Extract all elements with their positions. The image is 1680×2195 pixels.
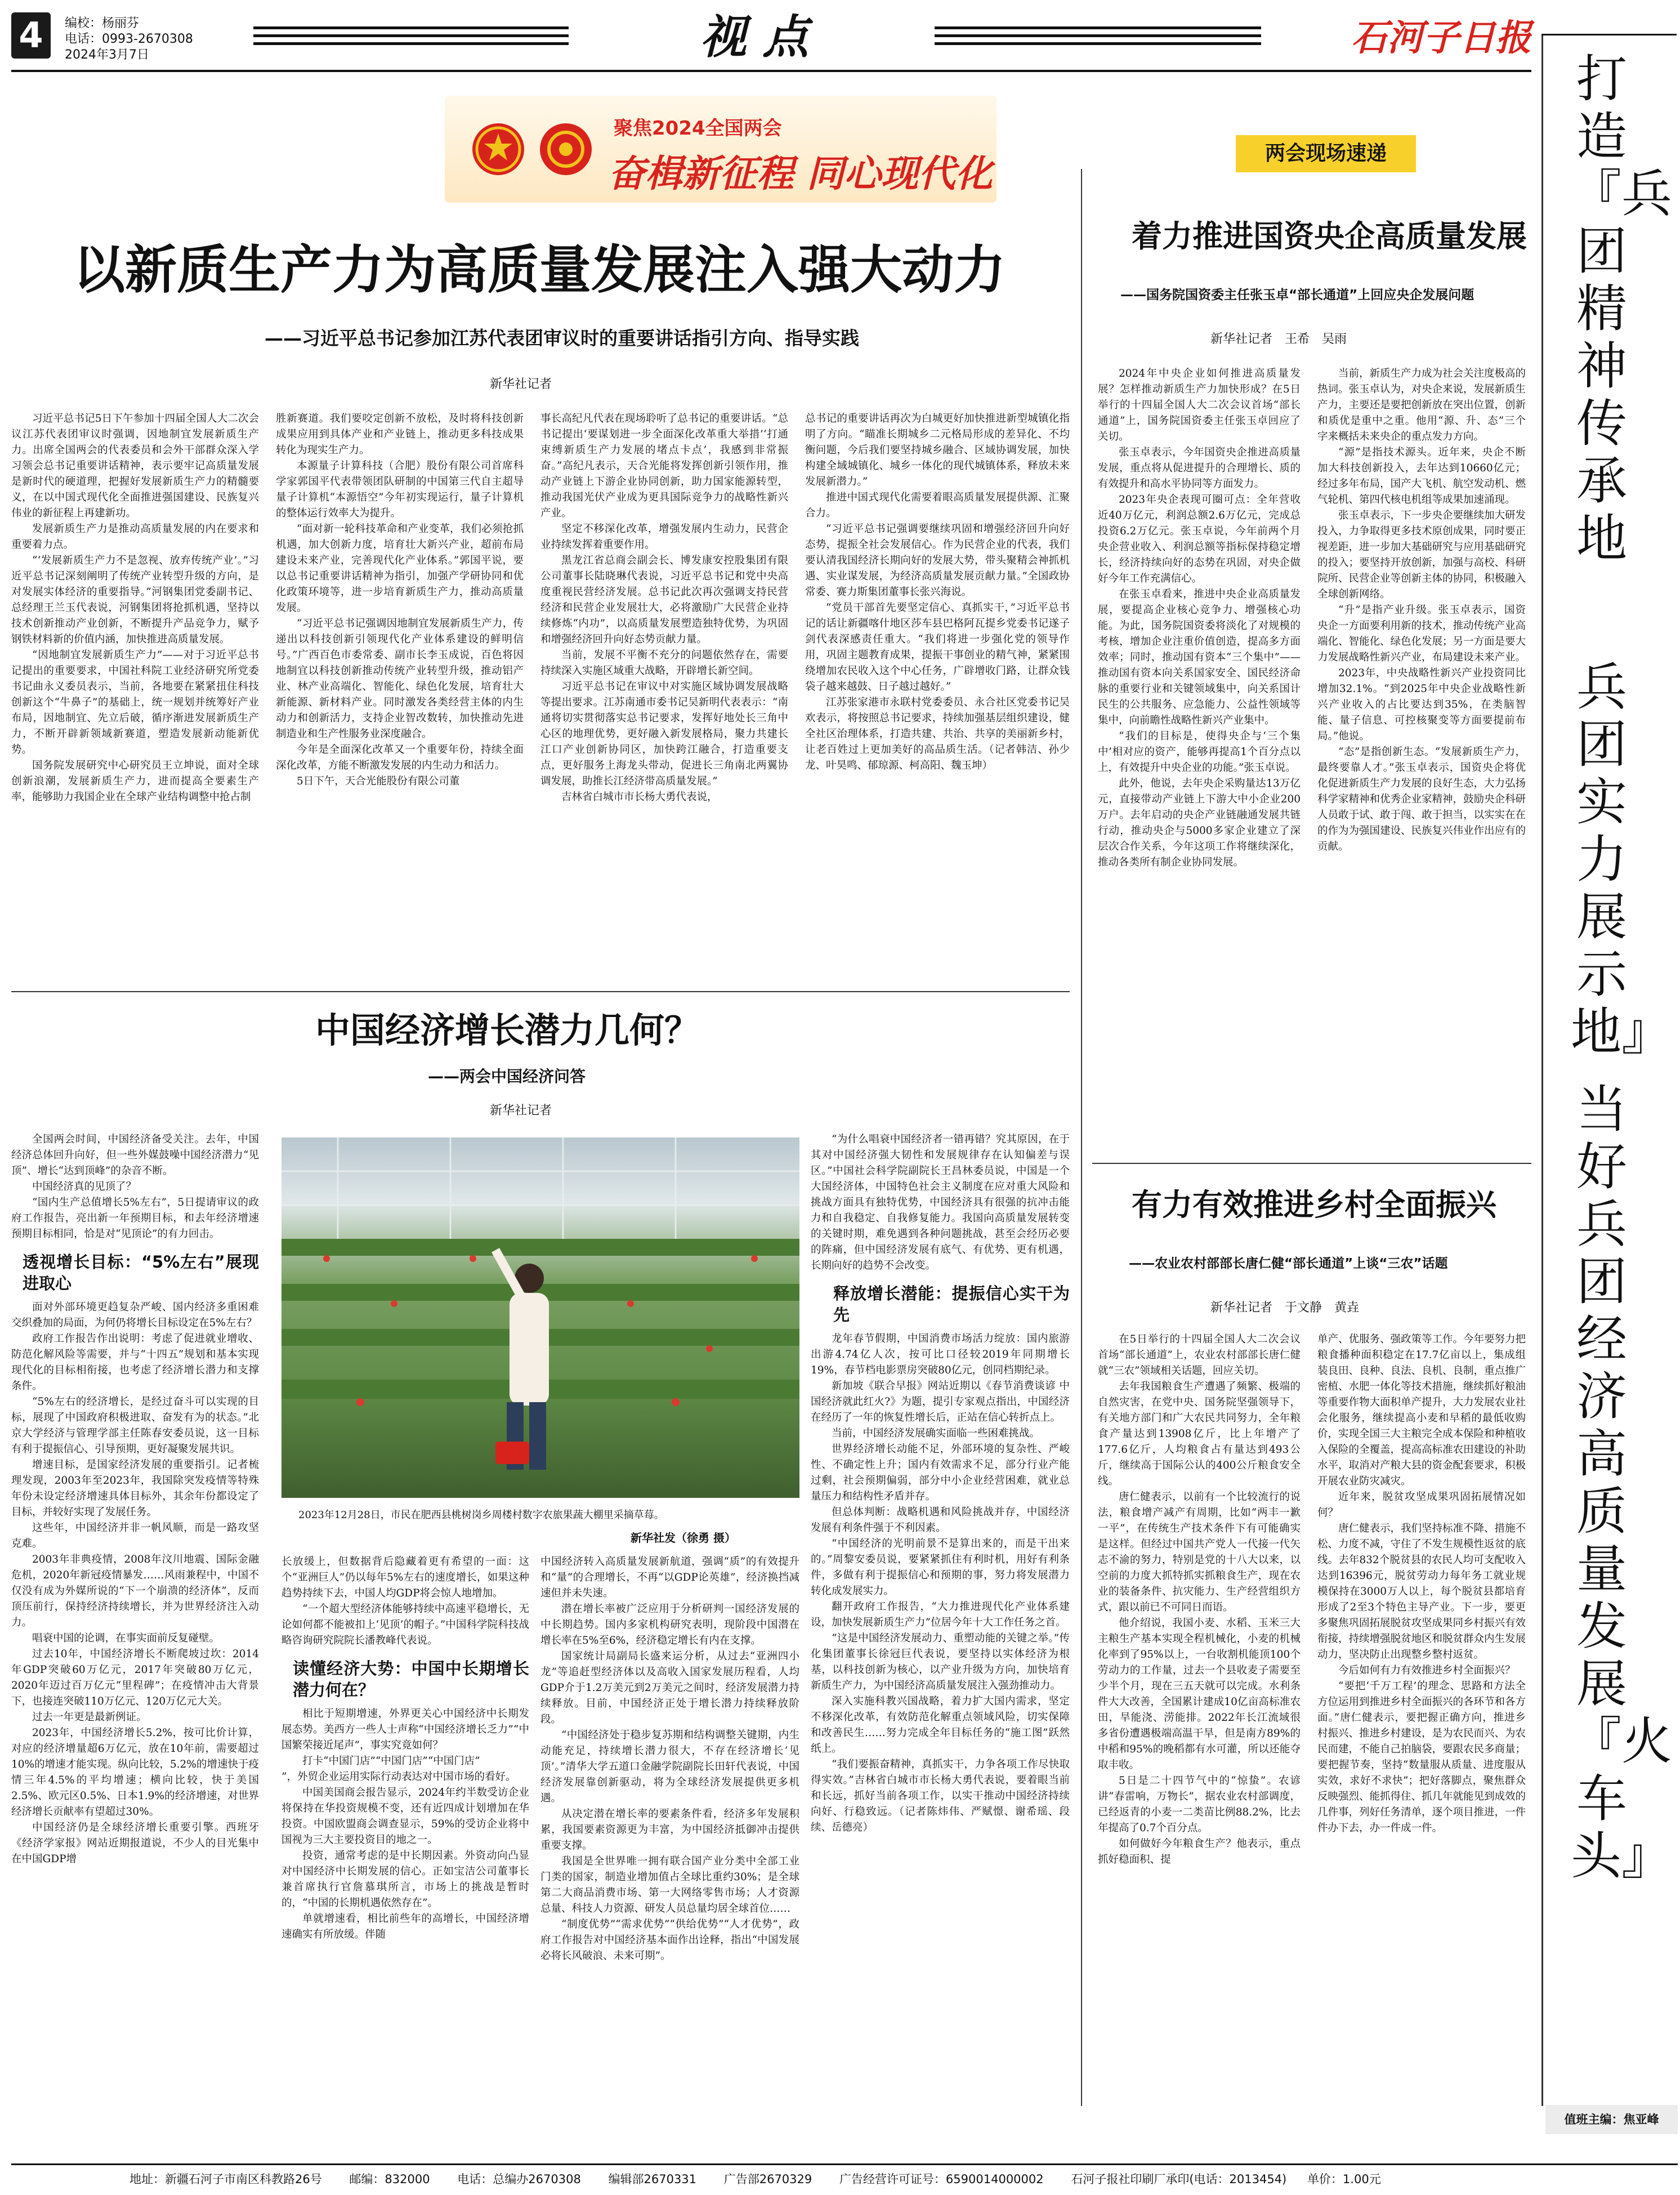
paragraph: “一个超大型经济体能够持续中高速平稳增长，无论如何都不能被扣上‘见顶’的帽子。”中国科学院科技战略咨询研究院院长潘教峰代表说。 (282, 1603, 529, 1647)
paragraph: 推进中国式现代化需要着眼高质量发展提供源、汇聚合力。 (805, 492, 1070, 519)
paragraph: 事长高纪凡代表在现场聆听了总书记的重要讲话。“总书记提出‘要谋划进一步全面深化改革重大举措’‘打通束缚新质生产力发展的堵点卡点’，我感到非常振奋。”高纪凡表示，天合光能将发挥创新引领作用，推动产业链上下游企业协同创新，助力国家能源转型，推动我国光伏产业成为更具国际竞争力的战略性新兴产业。 (540, 413, 788, 519)
footer (129, 2169, 1537, 2189)
paragraph: 过去一年更是最新例证。 (32, 1711, 147, 1723)
paragraph: 近年来，脱贫攻坚成果巩固拓展情况如何？ (1317, 1491, 1526, 1519)
article2-subhead-3: 释放增长潜能：提振信心实干为先 (833, 1284, 1070, 1324)
article1-bottom-rule (11, 991, 1070, 992)
paragraph: “制度优势”“需求优势”“供给优势”“人才优势”，政府工作报告对中国经济基本面作出诠释，指出“中国发展必将长风破浪、未来可期”。 (540, 1919, 799, 1962)
sidebar-rule-left (1542, 34, 1543, 2106)
paragraph: 中国美国商会报告显示，2024年约半数受访企业将保持在华投资规模不变，还有近四成计划增加在华投资。中国欧盟商会调查显示，59%的受访企业将中国视为三大主要投资目的地之一。 (282, 1787, 529, 1846)
paragraph: “为什么唱衰中国经济者一错再错？究其原因，在于其对中国经济强大韧性和发展规律存在认知偏差与误区。”中国社会科学院副院长王昌林委员说，中国是一个大国经济体，中国特色社会主义制度在应对重大风险和挑战方面具有独特优势，中国经济具有很强的抗冲击能力和自我稳定、自我修复能力。我国向高质量发展转变的关键时期，难免遇到各种问题挑战，甚至会经历必要的阵痛，但中国经济发展有底气、有优势、更有机遇，长期向好的趋势不会改变。 (811, 1134, 1070, 1272)
sidebar-rule-top (1542, 34, 1677, 35)
paragraph: “中国经济处于稳步复苏期和结构调整关键期，内生动能充足，持续增长潜力很大，不存在经济增长‘见顶’。”清华大学五道口金融学院副院长田轩代表说，中国经济发展靠创新驱动，将为全球经济发展提供更多机遇。 (540, 1729, 799, 1804)
paragraph: 胜新赛道。我们要咬定创新不放松，及时将科技创新成果应用到具体产业和产业链上，推动更多科技成果转化为现实生产力。 (276, 413, 524, 456)
article2-title: 中国经济增长潜力几何？ (315, 1010, 700, 1051)
paragraph: 去年我国粮食生产遭遇了频繁、极端的自然灾害，在党中央、国务院坚强领导下，有关地方部门和广大农民共同努力，全年粮食产量达到13908亿斤，比上年增产了177.6亿斤，人均粮食占有量达到493公斤，继续高于国际公认的400公斤粮食安全线。 (1098, 1381, 1301, 1487)
editor-credit: 编校：杨丽芬 (65, 16, 140, 30)
paragraph: 此外，他说，去年央企采购量达13万亿元，直接带动产业链上下游大中小企业200万户。去年启动的央企产业链融通发展共链行动，推动央企与5000多家企业建立了深层次合作关系，今年这项工作将继续深化，推动各类所有制企业协同发展。 (1098, 778, 1301, 868)
paragraph: 增速目标，是国家经济发展的重要指引。记者梳理发现，2003年至2023年，我国除突发疫情等特殊年份未设定经济增速具体目标外，其余年份都设定了目标，并较好实现了发展任务。 (11, 1459, 259, 1518)
footer-price: 单价：1.00元 (1307, 2172, 1381, 2186)
paragraph: 唐仁健表示，我们坚持标准不降、措施不松、力度不减，守住了不发生规模性返贫的底线。去年832个脱贫县的农民人均可支配收入达到16396元，脱贫劳动力每年务工就业规模保持在3000万人以上，每个脱贫县都培育形成了2至3个特色主导产业。下一步，要更多聚焦巩固拓展脱贫攻坚成果同乡村振兴有效衔接，持续增强脱贫地区和脱贫群众内生发展动力，坚决防止出现整乡整村返贫。 (1317, 1523, 1526, 1661)
footer-license: 广告经营许可证号：6590014000002 (839, 2172, 1044, 2186)
paragraph: 世界经济增长动能不足，外部环境的复杂性、严峻性、不确定性上升；国内有效需求不足，部分行业产能过剩，社会预期偏弱，部分中小企业经营困难，就业总量压力和结构性矛盾并存。 (811, 1443, 1070, 1502)
paragraph: 龙年春节假期，中国消费市场活力绽放：国内旅游出游4.74亿人次，按可比口径较2019年同期增长19%，春节档电影票房突破80亿元，创同档期纪录。 (811, 1333, 1070, 1376)
page-number: 4 (19, 15, 43, 56)
article2-col4 (811, 1132, 1070, 2100)
strawberry-greenhouse-photo (282, 1137, 799, 1498)
paragraph: 中国经济真的见顶了？ (32, 1181, 137, 1193)
paragraph: 中国经济转入高质量发展新航道，强调“质”的有效提升和“量”的合理增长，不再“以GDP论英雄”，经济换挡减速但并未失速。 (540, 1556, 799, 1599)
article2-col2 (282, 1554, 529, 2100)
paragraph: “国内生产总值增长5%左右”，5日提请审议的政府工作报告，亮出新一年预期目标，和去年经济增速预期目标相同，恰是对“见顶论”的有力回击。 (11, 1197, 259, 1240)
article3-byline: 新华社记者 王希 吴雨 (1210, 332, 1347, 346)
article2-subhead-1: 透视增长目标：“5%左右”展现进取心 (23, 1252, 259, 1293)
article1-col1 (11, 411, 259, 985)
paragraph: 张玉卓表示，下一步央企要继续加大研发投入，力争取得更多技术原创成果，同时要正视差距，进一步加大基础研究与应用基础研究的投入；要坚持开放创新，加强与高校、科研院所、民营企业等创新主体的协同，积极融入全球创新网络。 (1317, 510, 1526, 600)
paragraph: 如何做好今年粮食生产？他表示，重点抓好稳面积、提 (1098, 1838, 1301, 1866)
footer-address: 地址：新疆石河子市南区科教路26号 (129, 2172, 322, 2186)
article1-subtitle: ——习近平总书记参加江苏代表团审议时的重要讲话指引方向、指导实践 (265, 327, 859, 349)
article2-byline: 新华社记者 (490, 1104, 552, 1118)
paragraph: “5%左右的经济增长，是经过奋斗可以实现的目标，展现了中国政府积极进取、奋发有为的状态。”北京大学经济与管理学部主任陈春安委员说，这一目标有利于提振信心、引导预期，更好凝聚发展共识。 (11, 1396, 259, 1455)
paragraph: “我们的目标是，使得央企与‘三个集中’相对应的资产，能够再提高1个百分点以上，有效提升中央企业的功能。”张玉卓说。 (1098, 730, 1301, 774)
footer-rule (11, 2163, 1678, 2165)
paragraph: “态”是指创新生态。“发展新质生产力，最终要靠人才。”张玉卓表示，国资央企将优化促进新质生产力发展的良好生态，大力弘扬科学家精神和优秀企业家精神，鼓励央企科研人员敢于试、敢于闯、敢于担当，以实实在在的作为为强国建设、民族复兴伟业作出应有的贡献。 (1317, 746, 1526, 853)
issue-date: 2024年3月7日 (65, 48, 149, 62)
paragraph: “升”是指产业升级。张玉卓表示，国资央企一方面要利用新的技术，推动传统产业高端化、智能化、绿色化发展；另一方面是要大力发展战略性新兴产业，布局建设未来产业。 (1317, 604, 1526, 663)
paragraph: 当前，新质生产力成为社会关注度极高的热词。张玉卓认为，对央企来说，发展新质生产力，主要还是要把创新放在突出位置，创新和质优是重中之重。他用“源、升、态”三个字来概括未来央企的重点发力方向。 (1317, 368, 1526, 443)
paragraph: 习近平总书记在审议中对实施区域协调发展战略等提出要求。江苏南通市委书记吴新明代表表示：“南通将切实贯彻落实总书记要求，发挥好地处长三角中心区的地理优势，更好融入新发展格局，聚力共建长江口产业创新协同区，加快跨江融合，打造重要支点，更好服务上海龙头带动，促进长三角南北两翼协调发展，助推长江经济带高质量发展。” (540, 681, 788, 787)
article2-subtitle: ——两会中国经济问答 (428, 1067, 586, 1086)
header-decoration-right (912, 14, 1284, 53)
paragraph: “中国经济的光明前景不是算出来的，而是干出来的。”周黎安委员说，要紧紧抓住有利时机，用好有利条件，多做有利于提振信心和预期的事，努力将发展潜力转化成发展实力。 (811, 1538, 1070, 1597)
header-rule (11, 70, 1531, 72)
article1-col2 (276, 411, 524, 985)
paragraph: 今后如何有力有效推进乡村全面振兴？ (1338, 1665, 1516, 1676)
paragraph: 政府工作报告作出说明：考虑了促进就业增收、防范化解风险等需要，并与“十四五”规划和基本实现现代化的目标相衔接，也考虑了经济增长潜力和支撑条件。 (11, 1333, 259, 1392)
paragraph: 2003年非典疫情，2008年汶川地震、国际金融危机，2020年新冠疫情暴发……风雨兼程中，中国不仅没有成为外媒所说的“下一个崩溃的经济体”，反而顶压前行，保持经济持续增长，并为世界经济注入动力。 (11, 1554, 259, 1629)
article4-title: 有力有效推进乡村全面振兴 (1132, 1187, 1496, 1223)
footer-printer: 石河子报社印刷厂承印(电话：2013454) (1071, 2172, 1287, 2186)
footer-switchboard: 电话：总编办2670308 (457, 2172, 581, 2186)
article1-byline: 新华社记者 (490, 377, 552, 391)
paragraph: 新加坡《联合早报》网站近期以《春节消费谈谚 中国经济就此红火?》为题，提引专家观点指出，中国经济在经历了一年的恢复性增长后，正站在信心转折点上。 (811, 1380, 1070, 1424)
paragraph: 但总体判断：战略机遇和风险挑战并存，中国经济发展有利条件强于不利因素。 (811, 1506, 1070, 1534)
ncp-banner (445, 96, 997, 203)
paragraph: “‘发展新质生产力不是忽视、放弃传统产业’。”习近平总书记深刻阐明了传统产业转型升级的方向，是对发展实体经济的重要指导。”河钢集团党委副书记、总经理王兰玉代表说，河钢集团将抢抓机遇，坚持以技术创新推动产业创新，不断提升产品竞争力，赋予钢铁材料新的价值内涵，加快推进高质量发展。 (11, 555, 259, 645)
paragraph: 长放缓上，但数据背后隐藏着更有希望的一面：这个“亚洲巨人”仍以每年5%左右的速度增长，如果这种趋势持续下去，中国人均GDP将会惊人地增加。 (282, 1556, 529, 1599)
paragraph: 过去10年，中国经济增长不断爬坡过坎：2014年GDP突破60万亿元，2017年突破80万亿元，2020年迈过百万亿元“里程碑”；在疫情冲击大背景下，也接连突破110万亿元、120万亿元大关。 (11, 1648, 259, 1707)
paragraph: “这是中国经济发展动力、重塑动能的关键之举。”传化集团董事长徐冠巨代表说，要坚持以实体经济为根基，以科技创新为核心，以产业升级为方向，加快培育新质生产力，为中国经济高质量发展注入强劲推动力。 (811, 1632, 1070, 1692)
paragraph: “习近平总书记强调要继续巩固和增强经济回升向好态势，提振全社会发展信心。作为民营企业的代表，我们要认清我国经济长期向好的发展大势，带头聚精会神抓机遇、实业谋发展，为经济高质量发展贡献力量。”全国政协常委、赛力斯集团董事长张兴海说。 (805, 523, 1070, 598)
article3-colB (1317, 366, 1526, 1154)
paragraph: “面对新一轮科技革命和产业变革，我们必须抢抓机遇，加大创新力度，培育壮大新兴产业，超前布局建设未来产业，完善现代化产业体系。”郭国平说，要以总书记重要讲话精神为指引，加强产学研协同和优化政策环境等，进一步培育新质生产力，推动高质量发展。 (276, 523, 524, 614)
paragraph: ”，外贸企业运用实际行动表达对中国市场的看好。 (282, 1771, 516, 1783)
paragraph: 在5日举行的十四届全国人大二次会议首场“部长通道”上，农业农村部部长唐仁健就“三农”领域相关话题，回应关切。 (1098, 1333, 1301, 1377)
paragraph: 2024年中央企业如何推进高质量发展？怎样推动新质生产力加快形成？在5日举行的十四届全国人大二次会议首场“部长通道”上，国务院国资委主任张玉卓回应了关切。 (1098, 368, 1301, 443)
article3-bottom-rule (1092, 1163, 1531, 1164)
paragraph: 2023年，中央战略性新兴产业投资同比增加32.1%。“到2025年中央企业战略性新兴产业收入的占比要达到35%，在类脑智能、量子信息、可控核聚变等方面要提前布局。”他说。 (1317, 667, 1526, 742)
paragraph: 5日是二十四节气中的“惊蛰”。农谚讲“春雷响，万物长”，据农业农村部调度，已经返青的小麦一二类苗比例88.2%，比去年提高了0.7个百分点。 (1098, 1775, 1301, 1834)
paragraph: 面对外部环境更趋复杂严峻、国内经济多重困难交织叠加的局面，为何仍将增长目标设定在5%左右？ (11, 1301, 259, 1329)
paragraph: “源”是指技术源头。近年来，央企不断加大科技创新投入，去年达到10660亿元；经过多年布局，国产大飞机、航空发动机、燃气轮机、第四代核电机组等成果加速涌现。 (1317, 447, 1526, 506)
article1-col4 (805, 411, 1070, 985)
paragraph: 吉林省白城市市长杨大勇代表说， (561, 791, 718, 803)
paragraph: 黑龙江省总商会副会长、博发康安控股集团有限公司董事长陆晓琳代表说，习近平总书记和党中央高度重视民营经济发展。总书记此次再次强调支持民营经济和民营企业发展壮大，必将激励广大民营企业持续修炼“内功”，以高质量发展塑造独特优势，为巩固和增强经济回升向好态势贡献力量。 (540, 555, 788, 645)
greenhouse-illustration (282, 1137, 799, 1498)
paragraph: 江苏张家港市永联村党委委员、永合社区党委书记吴欢表示，将按照总书记要求，持续加强基层组织建设，健全社区治理体系，打造共建、共治、共享的美丽新乡村，让老百姓过上更加美好的高品质生活。（记者韩洁、孙少龙、叶昊鸣、郁琼源、柯高阳、魏玉坤） (805, 697, 1070, 771)
article3-title: 着力推进国资央企高质量发展 (1132, 218, 1527, 254)
sidebar-slogan-3: 当好兵团经济高质量发展『火车头』 (1571, 1080, 1672, 1886)
paragraph: 张玉卓表示，今年国资央企推进高质量发展，重点将从促进提升的合理增长、质的有效提升和高水平协同等方面发力。 (1098, 447, 1301, 490)
article2-col3 (540, 1554, 799, 2100)
paragraph: 他介绍说，我国小麦、水稻、玉米三大主粮生产基本实现全程机械化，小麦的机械化率到了95%以上，一台收割机能顶100个劳动力的工作量，过去一个县收麦子需要至少半个月，现在三五天就可以完成。水利条件大大改善，全国累计建成10亿亩高标准农田，旱能浇、涝能排。2022年长江流域很多省份遭遇极端高温干旱，但是南方89%的中稻和95%的晚稻都有水可灌，所以还能夺取丰收。 (1098, 1617, 1301, 1771)
article4-subtitle: ——农业农村部部长唐仁健“部长通道”上谈“三农”话题 (1129, 1256, 1448, 1271)
header-decoration-left (253, 14, 602, 53)
paragraph: 本源量子计算科技（合肥）股份有限公司首席科学家郭国平代表带领团队研制的中国第三代自主超导量子计算机“本源悟空”今年初实现运行，量子计算机的整体运行效率大为提升。 (276, 460, 524, 519)
paragraph: 打卡“中国门店”“中国门店”“中国门店” (302, 1755, 480, 1767)
section-tag: 两会现场速递 (1236, 135, 1416, 172)
paragraph: 相比于短期增速，外界更关心中国经济中长期发展态势。美西方一些人士声称“中国经济增长乏力”“中国繁荣接近尾声”，事实究竟如何？ (282, 1708, 529, 1751)
paragraph: 坚定不移深化改革，增强发展内生动力，民营企业持续发挥着重要作用。 (540, 523, 788, 551)
footer-editorial: 编辑部2670331 (608, 2172, 697, 2186)
paragraph: 唱衰中国的论调，在事实面前反复碰壁。 (32, 1632, 220, 1644)
paragraph: 国务院发展研究中心研究员王立坤说，面对全球创新浪潮，发展新质生产力，进而提高全要素生产率，能够助力我国企业在全球产业结构调整中抢占制 (11, 760, 259, 803)
paragraph: 深入实施科教兴国战略，着力扩大国内需求，坚定不移深化改革，有效防范化解重点领域风险，切实保障和改善民生……努力完成全年目标任务的“施工图”跃然纸上。 (811, 1696, 1070, 1755)
person-figure (495, 1250, 549, 1470)
banner-label: 聚焦2024全国两会 (614, 117, 782, 140)
paragraph: 投资，通常考虑的是中长期因素。外资动向凸显对中国经济中长期发展的信心。正如宝洁公司董事长兼首席执行官詹慕琪所言，市场上的挑战是暂时的，“中国的长期机遇依然存在”。 (282, 1850, 529, 1909)
cppcc-emblem-icon (538, 121, 594, 177)
section-title: 视 点 (700, 11, 809, 64)
paragraph: 中国经济仍是全球经济增长重要引擎。西班牙《经济学家报》网站近期报道说，不少人的目光集中在中国GDP增 (11, 1822, 259, 1865)
paragraph: 总书记的重要讲话再次为白城更好加快推进新型城镇化指明了方向。“瞄准长期城乡二元格局形成的差异化、不均衡问题，今后我们要坚持城乡融合、区域协调发展，加快构建全域城镇化、城乡一体化的现代城镇体系，释放未来发展新潜力。” (805, 413, 1070, 488)
paragraph: 2023年，中国经济增长5.2%，按可比价计算，对应的经济增量超6万亿元，放在10年前，需要超过10%的增速才能实现。纵向比较，5.2%的增速快于疫情三年4.5%的平均增速；横向比较，快于美国2.5%、欧元区0.5%、日本1.9%的经济增速，对世界经济增长贡献率有望超过30%。 (11, 1727, 259, 1818)
article1-title: 以新质生产力为高质量发展注入强大动力 (73, 240, 1006, 300)
footer-ads: 广告部2670329 (723, 2172, 812, 2186)
paragraph: 翻开政府工作报告，“大力推进现代化产业体系建设，加快发展新质生产力”位居今年十大工作任务之首。 (811, 1601, 1070, 1629)
paragraph: 5日下午，天合光能股份有限公司董 (297, 775, 460, 787)
paragraph: 从决定潜在增长率的要素条件看，经济多年发展积累，我国要素资源更为丰富，为中国经济抵御冲击提供重要支撑。 (540, 1808, 799, 1852)
paragraph: 国家统计局副局长盛来运分析，从过去“亚洲四小龙”等追赶型经济体以及高收入国家发展历程看，人均GDP介于1.2万美元到2万美元之间时，经济发展潜力持续释放。目前，中国经济正处于增长潜力持续释放阶段。 (540, 1650, 799, 1725)
footer-postcode: 邮编：832000 (349, 2172, 430, 2186)
article2-subhead-2: 读懂经济大势：中国中长期增长潜力何在？ (293, 1659, 529, 1699)
paragraph: 单产、优服务、强政策等工作。今年要努力把粮食播种面积稳定在17.7亿亩以上，集成组装良田、良种、良法、良机、良制，重点推广密植、水肥一体化等技术措施，继续抓好粮油等重要作物大面积单产提升，大力发展农业社会化服务，继续提高小麦和早稻的最低收购价，实现全国三大主粮完全成本保险和种植收入保险的全覆盖，提高高标准农田建设的补助水平，取消对产粮大县的资金配套要求，积极开展农业防灾减灾。 (1317, 1333, 1526, 1487)
divider-main (1081, 169, 1082, 2106)
sidebar-slogan-1: 打造『兵团精神传承地 (1571, 50, 1672, 568)
paragraph: 当前，发展不平衡不充分的问题依然存在，需要持续深入实施区域重大战略，开辟增长新空间。 (540, 649, 788, 677)
photo-caption: 2023年12月28日，市民在肥西县桃树岗乡周楼村数字农旅果蔬大棚里采摘草莓。 (298, 1509, 664, 1521)
paragraph: “因地制宜发展新质生产力”——对于习近平总书记提出的重要要求，中国社科院工业经济研究所党委书记曲永义委员表示，当前，各地要在紧紧扭住科技创新这个“牛鼻子”的基础上，统一规划并统筹好产业布局，因地制宜、先立后破，循序渐进发展新质生产力，不断开辟新领域新赛道，塑造发展新动能新优势。 (11, 649, 259, 756)
banner-slogan: 奋楫新征程 同心现代化 (608, 151, 993, 195)
article1-col3 (540, 411, 788, 985)
paragraph: “我们要振奋精神，真抓实干，力争各项工作尽快取得实效。”吉林省白城市市长杨大勇代表说，要着眼当前和长远，抓好当前各项工作，以实干推动中国经济持续向好、行稳致远。（记者陈炜伟、严赋憬、谢希瑶、段续、岳德亮） (811, 1759, 1070, 1833)
paragraph: 单就增速看，相比前些年的高增长，中国经济增速确实有所放缓。伴随 (282, 1913, 529, 1940)
paragraph: “党员干部首先要坚定信心、真抓实干，”习近平总书记的话让新疆喀什地区莎车县巴格阿瓦提乡党委书记遂子剑代表深感责任重大。“我们将进一步强化党的领导作用，巩固主题教育成果，提振干事创业的精气神，紧紧围绕增加农民收入这个中心任务，广辟增收门路，让群众钱袋子越来越鼓、日子越过越好。” (805, 602, 1070, 693)
paragraph: 当前，中国经济发展确实面临一些困难挑战。 (832, 1427, 1040, 1439)
paragraph: 今年是全面深化改革又一个重要年份，持续全面深化改革，方能不断激发发展的内生动力和活力。 (276, 744, 524, 771)
paragraph: 在张玉卓看来，推进中央企业高质量发展，要提高企业核心竞争力、增强核心功能。为此，国务院国资委将淡化了对规模的考核，增加企业注重价值创造，提高多方面效率；同时，推动国有资本“三个集中”——推动国有资本向关系国家安全、国民经济命脉的重要行业和关键领域集中，向关系国计民生的公共服务、应急能力、公益性领域等集中，向前瞻性战略性新兴产业集中。 (1098, 588, 1301, 726)
paragraph: 习近平总书记5日下午参加十四届全国人大二次会议江苏代表团审议时强调，因地制宜发展新质生产力。出席全国两会的代表委员和会外干部群众深入学习领会总书记重要讲话精神，表示要牢记高质量发展是新时代的硬道理，把握好发展新质生产力的精髓要义，在以中国式现代化全面推进强国建设、民族复兴伟业的新征程上再建新功。 (11, 413, 259, 519)
national-emblem-icon (470, 121, 526, 177)
sidebar-slogan-2: 兵团实力展示地』 (1571, 658, 1672, 1061)
article4-colA (1098, 1332, 1301, 2100)
paragraph: “要把‘千万工程’的理念、思路和方法全方位运用到推进乡村全面振兴的各环节和各方面。”唐仁健表示，要把握正确方向，推进乡村振兴、推进乡村建设，是为农民而兴、为农民而建，不能自己拍脑袋，要跟农民多商量；要把握节奏，坚持“数量服从质量、进度服从实效，求好不求快”；把好落脚点，聚焦群众反映强烈、能抓得住、抓几年就能见到成效的几件事，列好任务清单，逐个项目推进，一件件办下去，办一件成一件。 (1317, 1680, 1526, 1834)
article3-colA (1098, 366, 1301, 1154)
phone: 电话：0993-2670308 (65, 32, 193, 46)
paragraph: 发展新质生产力是推动高质量发展的内在要求和重要着力点。 (11, 523, 259, 551)
article3-subtitle: ——国务院国资委主任张玉卓“部长通道”上回应央企发展问题 (1120, 288, 1475, 302)
paragraph: 这些年，中国经济并非一帆风顺，而是一路攻坚克难。 (11, 1522, 259, 1550)
page-header (0, 0, 1680, 70)
duty-editor: 值班主编：焦亚峰 (1545, 2105, 1678, 2134)
masthead-logo: 石河子日报 (1351, 17, 1531, 59)
paragraph: 2023年央企表现可圈可点：全年营收近40万亿元，利润总额2.6万亿元，完成总投资6.2万亿元。张玉卓说，今年前两个月央企营业收入、利润总额等指标保持稳定增长，经济持续向好的态势在巩固，对央企做好今年工作充满信心。 (1098, 494, 1301, 585)
paragraph: 全国两会时间，中国经济备受关注。去年，中国经济总体回升向好，但一些外媒鼓噪中国经济潜力“见顶”、增长“达到顶峰”的杂音不断。 (11, 1134, 259, 1177)
article2-col1 (11, 1132, 259, 2100)
article4-colB (1317, 1332, 1526, 2100)
paragraph: 唐仁健表示，以前有一个比较流行的说法，粮食增产减产有周期，比如“两丰一歉一平”，在传统生产技术条件下有可能确实是这样。但经过中国共产党人一代接一代矢志不渝的努力，特别是党的十八大以来，以空前的力度大抓特抓实抓粮食生产，现在农业的装备条件、抗灾能力、生产经营组织方式，跟以前已不可同日而语。 (1098, 1491, 1301, 1613)
paragraph: 潜在增长率被广泛应用于分析研判一国经济发展的中长期趋势。国内多家机构研究表明，现阶段中国潜在增长率在5%至6%，经济稳定增长有内在支撑。 (540, 1603, 799, 1647)
paragraph: 我国是全世界唯一拥有联合国产业分类中全部工业门类的国家，制造业增加值占全球比重约30%；是全球第二大商品消费市场、第一大网络零售市场；人才资源总量、科技人力资源、研发人员总量均居全球首位…… (540, 1855, 799, 1915)
photo-credit: 新华社发（徐勇 摄） (631, 1531, 736, 1545)
paragraph: “习近平总书记强调因地制宜发展新质生产力，传递出以科技创新引领现代化产业体系建设的鲜明信号。”广西百色市委常委、副市长李玉成说，百色将因地制宜以科技创新推动传统产业转型升级，推动铝产业、林产业高端化、智能化、绿色化发展，培育壮大新能源、新材料产业。同时激发各类经营主体的内生动力和创新活力，支持企业智改数转，加快推动先进制造业和生产性服务业深度融合。 (276, 618, 524, 740)
article4-byline: 新华社记者 于文静 黄垚 (1210, 1301, 1360, 1315)
